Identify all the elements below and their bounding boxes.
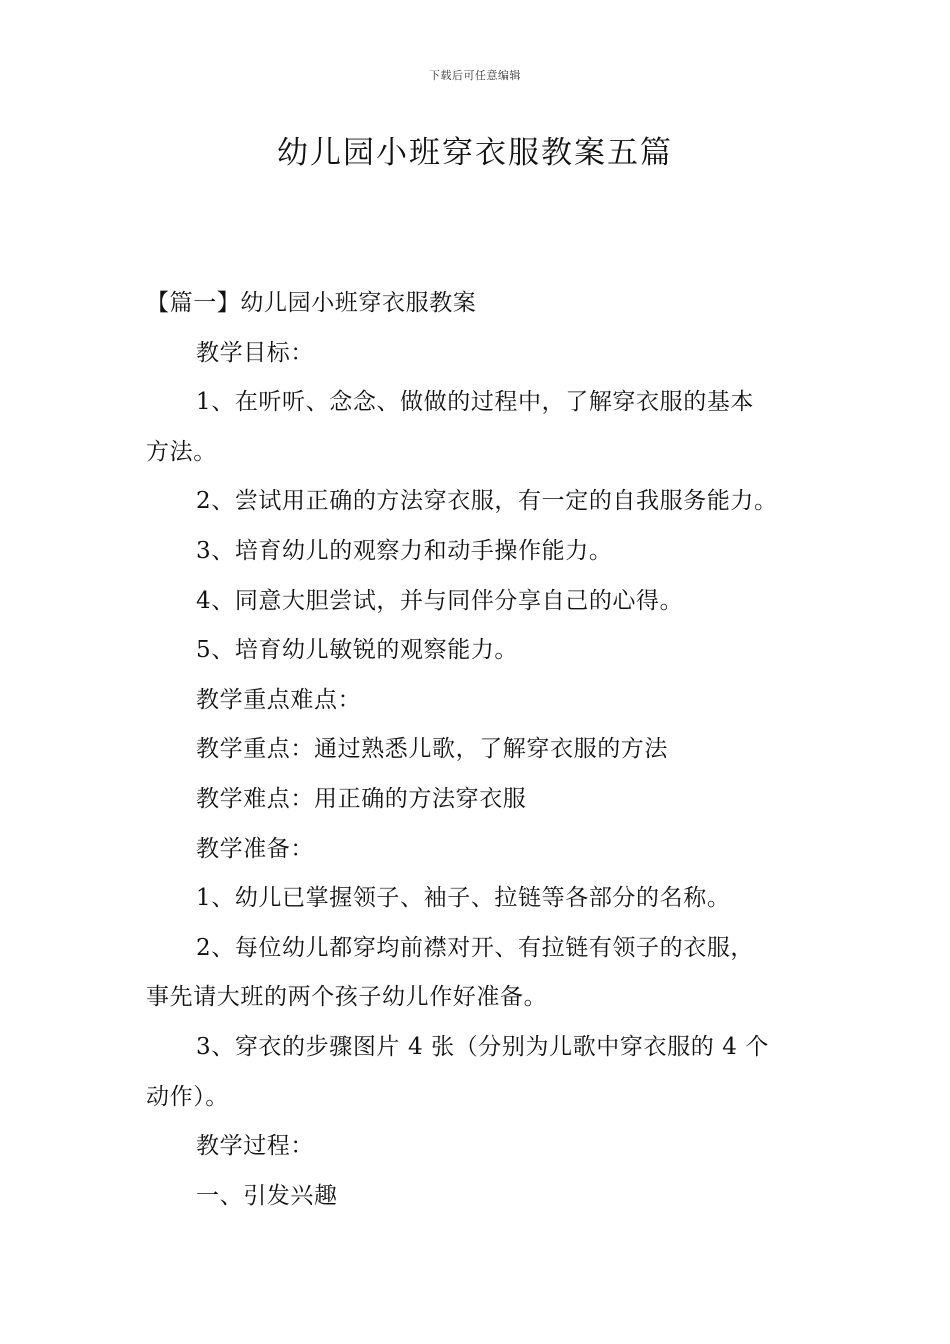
paragraph-line: 4、同意大胆尝试，并与同伴分享自己的心得。 <box>196 587 684 614</box>
paragraph-line: 2、每位幼儿都穿均前襟对开、有拉链有领子的衣服， <box>196 934 755 961</box>
paragraph-line: 动作）。 <box>146 1083 229 1110</box>
paragraph-line: 5、培育幼儿敏锐的观察能力。 <box>196 637 519 664</box>
paragraph-line: 教学难点：用正确的方法穿衣服 <box>196 785 527 812</box>
paragraph-line: 教学目标： <box>196 339 314 366</box>
paragraph-line: 1、幼儿已掌握领子、袖子、拉链等各部分的名称。 <box>196 885 731 912</box>
paragraph-line: 1、在听听、念念、做做的过程中，了解穿衣服的基本 <box>196 389 755 416</box>
paragraph-line: 3、穿衣的步骤图片 4 张（分别为儿歌中穿衣服的 4 个 <box>196 1033 769 1060</box>
paragraph-line: 3、培育幼儿的观察力和动手操作能力。 <box>196 537 613 564</box>
header-note: 下载后可任意编辑 <box>429 69 521 82</box>
paragraph-line: 教学准备： <box>196 835 314 862</box>
document-body <box>146 279 810 1221</box>
paragraph-line: 教学重点：通过熟悉儿歌，了解穿衣服的方法 <box>196 736 668 763</box>
paragraph-line: 事先请大班的两个孩子幼儿作好准备。 <box>146 984 548 1011</box>
paragraph-line: 教学过程： <box>196 1133 314 1160</box>
paragraph-line: 教学重点难点： <box>196 686 362 713</box>
section-heading: 【篇一】幼儿园小班穿衣服教案 <box>146 290 477 316</box>
paragraph-line: 方法。 <box>146 438 217 465</box>
paragraph-line: 一、引发兴趣 <box>196 1182 338 1209</box>
paragraph-line: 2、尝试用正确的方法穿衣服，有一定的自我服务能力。 <box>196 488 778 515</box>
document-title: 幼儿园小班穿衣服教案五篇 <box>277 135 673 171</box>
